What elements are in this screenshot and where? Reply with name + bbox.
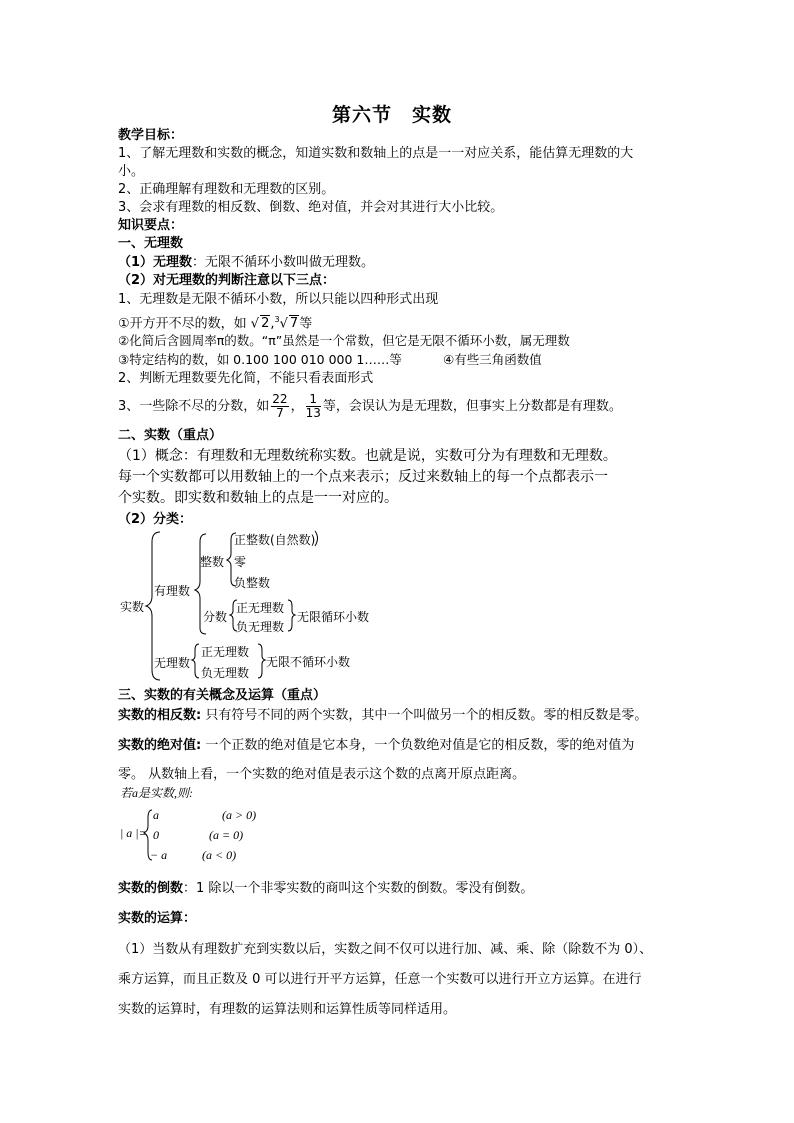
judge-point-1: 1、无理数是无限不循环小数，所以只能以四种形式出现	[118, 292, 439, 307]
goal-1-line1: 1、了解无理数和实数的概念，知道实数和数轴上的点是一一对应关系，能估算无理数的大	[118, 146, 634, 161]
tree-fraction-note: 无限循环小数	[297, 610, 370, 624]
fraction-2-denominator: 13	[305, 406, 321, 420]
fraction-1-numerator: 22	[272, 392, 288, 406]
absolute-line-2: 零。 从数轴上看，一个实数的绝对值是表示这个数的点离开原点距离。	[118, 767, 526, 782]
case-3-condition: (a < 0)	[202, 848, 237, 862]
abs-lhs: | a |=	[120, 826, 147, 840]
concept-line-2: 每一个实数都可以用数轴上的一个点来表示；反过来数轴上的每一个点都表示一	[118, 469, 608, 485]
absolute-text-1: 一个正数的绝对值是它本身，一个负数绝对值是它的相反数，零的绝对值为	[201, 738, 635, 753]
tree-rational: 有理数	[154, 584, 191, 598]
fraction-2-numerator: 1	[306, 393, 321, 407]
case-3-value: − a	[150, 848, 168, 862]
tree-irrational-negative: 负无理数	[201, 666, 250, 680]
judge-3-sep: ，	[290, 399, 304, 414]
opposite-label: 实数的相反数:	[118, 708, 202, 723]
judge-heading: （2）对无理数的判断注意以下三点：	[118, 273, 336, 288]
sqrt-radicand: 2	[261, 316, 270, 332]
tree-irrational-positive: 正无理数	[201, 645, 250, 659]
concept-line-1: （1）概念：有理数和无理数统称实数。也就是说，实数可分为有理数和无理数。	[118, 448, 617, 464]
definition-text: ：无限不循环小数叫做无理数。	[192, 255, 375, 270]
form-1-suffix: 等	[299, 316, 313, 332]
form-4: ④有些三角函数值	[443, 352, 542, 367]
judge-3-prefix: 3、一些除不尽的分数，如	[118, 399, 270, 414]
tree-fraction: 分数	[203, 610, 228, 624]
tree-irrational-note: 无限不循环小数	[266, 655, 351, 669]
form-1-sep: ,	[270, 316, 275, 332]
goals-heading: 教学目标：	[118, 128, 184, 143]
tree-fraction-negative: 负无理数	[236, 620, 285, 634]
tree-irrational: 无理数	[154, 656, 191, 670]
goal-1-line2: 小。	[118, 164, 145, 179]
operations-heading: 实数的运算：	[118, 911, 197, 926]
judge-3-suffix: 等，会误认为是无理数，但事实上分数都是有理数。	[322, 399, 622, 414]
section-1-heading: 一、无理数	[118, 236, 184, 251]
case-2-value: 0	[153, 828, 159, 842]
goal-3: 3、会求有理数的相反数、倒数、绝对值，并会对其进行大小比较。	[118, 200, 504, 215]
sqrt-symbol: √	[250, 316, 260, 332]
tree-zero: 零	[234, 555, 247, 569]
tree-fraction-positive: 正无理数	[236, 601, 285, 615]
knowledge-heading: 知识要点：	[118, 218, 184, 233]
concept-line-3: 个实数。即实数和数轴上的点是一一对应的。	[118, 490, 398, 506]
operations-line-1: （1）当数从有理数扩充到实数以后，实数之间不仅可以进行加、减、乘、除（除数不为 0）、	[118, 942, 653, 957]
classification-heading: （2）分类：	[118, 512, 193, 527]
reciprocal-line	[118, 881, 533, 897]
section-2-heading: 二、实数（重点）	[118, 428, 223, 443]
judge-point-2: 2、判断无理数要先化简，不能只看表面形式	[118, 371, 374, 386]
reciprocal-text: ：1 除以一个非零实数的商叫这个实数的倒数。零没有倒数。	[183, 881, 534, 896]
cbrt-symbol: √	[279, 316, 288, 332]
cbrt-index: 3	[274, 315, 280, 324]
tree-root: 实数	[120, 600, 145, 614]
operations-line-3: 实数的运算时，有理数的运算法则和运算性质等同样适用。	[118, 1002, 457, 1017]
form-1-prefix: ①开方开不尽的数，如	[118, 316, 247, 332]
definition-label: （1）无理数	[118, 255, 193, 270]
tree-negative-integer: 负整数	[234, 576, 271, 590]
fraction-1-denominator: 7	[276, 406, 284, 420]
operations-line-2: 乘方运算，而且正数及 0 可以进行开平方运算，任意一个实数可以进行开立方运算。在进行	[118, 972, 642, 987]
tree-integer: 整数	[200, 555, 225, 569]
if-line: 若a是实数,则:	[120, 786, 193, 800]
form-2: ②化简后含圆周率π的数。“π”虽然是一个常数，但它是无限不循环小数，属无理数	[118, 333, 570, 348]
reciprocal-label: 实数的倒数	[118, 881, 184, 896]
goal-2: 2、正确理解有理数和无理数的区别。	[118, 182, 335, 197]
case-2-condition: (a = 0)	[209, 828, 244, 842]
absolute-label: 实数的绝对值:	[118, 738, 202, 753]
cbrt-radicand: 7	[289, 316, 299, 332]
section-3-heading: 三、实数的有关概念及运算（重点）	[118, 688, 327, 703]
case-1-condition: (a > 0)	[222, 808, 257, 822]
page-title: 第六节 实数	[332, 104, 453, 126]
case-1-value: a	[153, 808, 159, 822]
opposite-text: 只有符号不同的两个实数，其中一个叫做另一个的相反数。零的相反数是零。	[201, 708, 648, 723]
tree-positive-integer: 正整数(自然数)	[234, 533, 316, 547]
form-3: ③特定结构的数，如 0.100 100 010 000 1……等	[118, 352, 402, 367]
